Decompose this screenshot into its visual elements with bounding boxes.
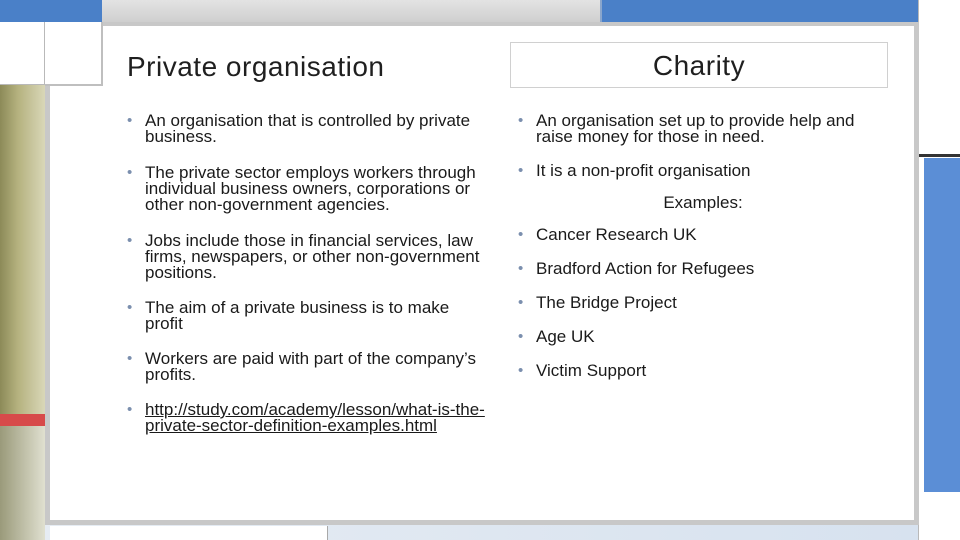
- slide-corner-block: [45, 22, 103, 86]
- frame-top-blue-left: [0, 0, 102, 22]
- frame-right-bottom-block: [918, 492, 960, 540]
- frame-left-lower-strip: [0, 426, 45, 540]
- list-item: • The private sector employs workers through individual business owners, corporations or other non-government agencies.: [122, 165, 487, 213]
- frame-right-blue-bar: [924, 158, 960, 492]
- frame-top-blue-right: [600, 0, 918, 22]
- frame-top-gray-bar: [102, 0, 602, 22]
- list-item: • The aim of a private business is to make profit: [122, 300, 487, 332]
- charity-title-box: [510, 42, 888, 88]
- examples-label: Examples:: [663, 193, 743, 212]
- frame-bottom-block: [50, 526, 328, 540]
- private-organisation-list: [122, 113, 487, 452]
- list-item: • An organisation set up to provide help and raise money for those in need.: [513, 113, 893, 145]
- list-item: • Jobs include those in financial services, law firms, newspapers, or other non-government positions.: [122, 233, 487, 281]
- private-organisation-title: Private organisation: [127, 51, 385, 82]
- charity-title: Charity: [652, 50, 746, 81]
- example-item: • Victim Support: [513, 363, 893, 379]
- example-item: • Age UK: [513, 329, 893, 345]
- example-item: • Cancer Research UK: [513, 227, 893, 243]
- frame-right-top-block: [918, 0, 960, 155]
- list-item: • An organisation that is controlled by private business.: [122, 113, 487, 145]
- charity-list: [513, 113, 893, 397]
- example-item: • The Bridge Project: [513, 295, 893, 311]
- study-link[interactable]: • http://study.com/academy/lesson/what-is-the-private-sector-definition-examples.html: [122, 402, 487, 434]
- frame-left-red-accent: [0, 414, 45, 426]
- frame-right-divider: [918, 154, 960, 157]
- list-item: • It is a non-profit organisation: [513, 163, 893, 179]
- list-item: • Workers are paid with part of the company’s profits.: [122, 351, 487, 383]
- example-item: • Bradford Action for Refugees: [513, 261, 893, 277]
